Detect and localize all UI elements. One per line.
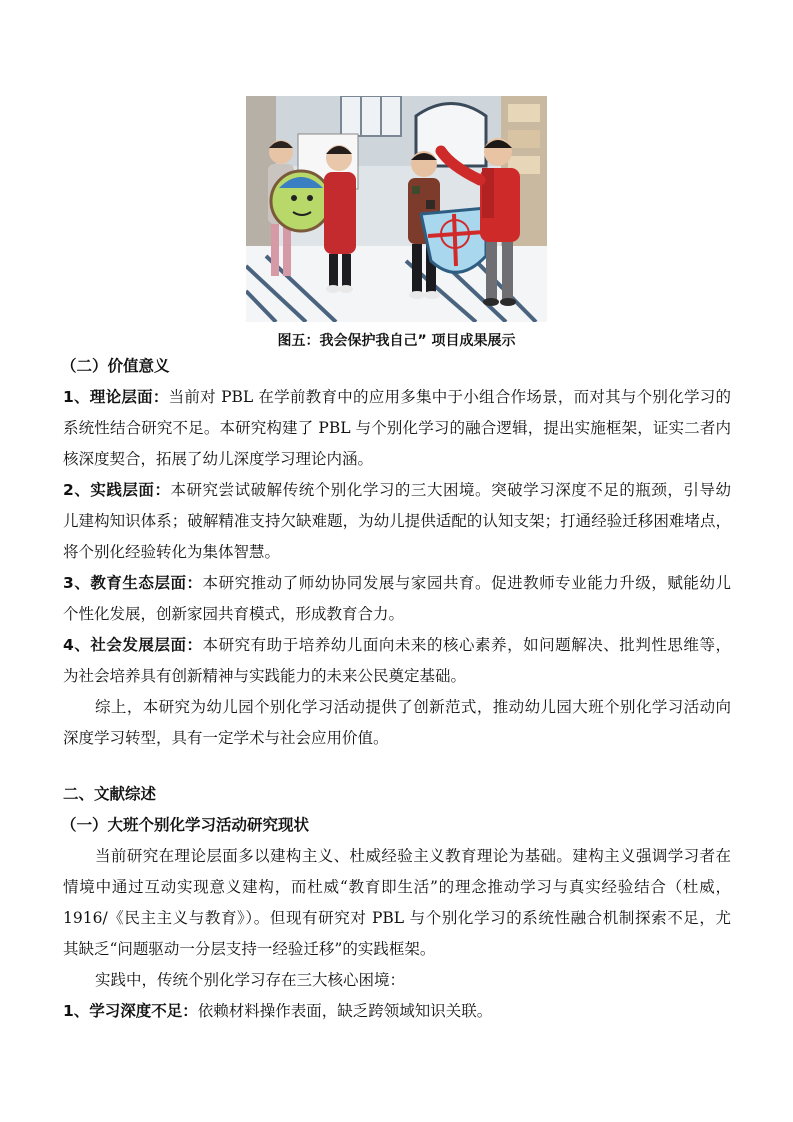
paragraph-text: 当前研究在理论层面多以建构主义、杜威经验主义教育理论为基础。建构主义强调学习者在 — [95, 847, 731, 865]
item-text: 儿建构知识体系；破解精准支持欠缺难题，为幼儿提供适配的认知支架；打通经验迁移困难堵点， — [63, 512, 731, 530]
item-text: 将个别化经验转化为集体智慧。 — [63, 543, 281, 561]
item-text: 为社会培养具有创新精神与实践能力的未来公民奠定基础。 — [63, 667, 467, 685]
item-text: 核深度契合，拓展了幼儿深度学习理论内涵。 — [63, 450, 374, 468]
review-section — [63, 779, 731, 1027]
section-heading: 二、文献综述 — [63, 785, 157, 803]
value-section — [63, 351, 731, 754]
item-label: 3、教育生态层面： — [63, 574, 203, 592]
value-item-practice — [63, 475, 731, 568]
value-summary — [63, 692, 731, 754]
review-paragraph — [63, 841, 731, 965]
item-text: 本研究有助于培养幼儿面向未来的核心素养，如问题解决、批判性思维等， — [202, 636, 731, 654]
value-item-theory — [63, 382, 731, 475]
summary-text: 深度学习转型，具有一定学术与社会应用价值。 — [63, 729, 389, 747]
section-heading: （二）价值意义 — [61, 357, 170, 375]
children-with-shields-illustration — [246, 96, 547, 322]
practice-intro: 实践中，传统个别化学习存在三大核心困境： — [95, 971, 406, 989]
item-text: 依赖材料操作表面，缺乏跨领域知识关联。 — [197, 1002, 493, 1020]
item-text: 本研究尝试破解传统个别化学习的三大困境。突破学习深度不足的瓶颈，引导幼 — [170, 481, 731, 499]
subsection-heading: （一）大班个别化学习活动研究现状 — [61, 816, 310, 834]
item-text: 系统性结合研究不足。本研究构建了 PBL 与个别化学习的融合逻辑，提出实施框架，证实二者内 — [63, 419, 731, 437]
item-text: 个性化发展，创新家园共育模式，形成教育合力。 — [63, 605, 405, 623]
value-item-ecology — [63, 568, 731, 630]
item-label: 1、学习深度不足： — [63, 1002, 198, 1020]
figure-caption: 图五：我会保护我自己” 项目成果展示 — [277, 333, 516, 349]
item-label: 1、理论层面： — [63, 388, 169, 406]
item-text: 本研究推动了师幼协同发展与家园共育。促进教师专业能力升级，赋能幼儿 — [202, 574, 731, 592]
value-item-society — [63, 630, 731, 692]
paragraph-text: 1916/《民主主义与教育》）。但现有研究对 PBL 与个别化学习的系统性融合机制探索不足，尤 — [63, 909, 731, 927]
paragraph-text: 情境中通过互动实现意义建构，而杜威“教育即生活”的理念推动学习与真实经验结合（杜威， — [63, 878, 731, 896]
summary-text: 综上，本研究为幼儿园个别化学习活动提供了创新范式，推动幼儿园大班个别化学习活动向 — [95, 698, 731, 716]
item-label: 2、实践层面： — [63, 481, 171, 499]
item-label: 4、社会发展层面： — [63, 636, 203, 654]
item-text: 当前对 PBL 在学前教育中的应用多集中于小组合作场景，而对其与个别化学习的 — [168, 388, 731, 406]
project-result-photo — [246, 96, 547, 322]
paragraph-text: 其缺乏“问题驱动一分层支持一经验迁移”的实践框架。 — [63, 940, 436, 958]
